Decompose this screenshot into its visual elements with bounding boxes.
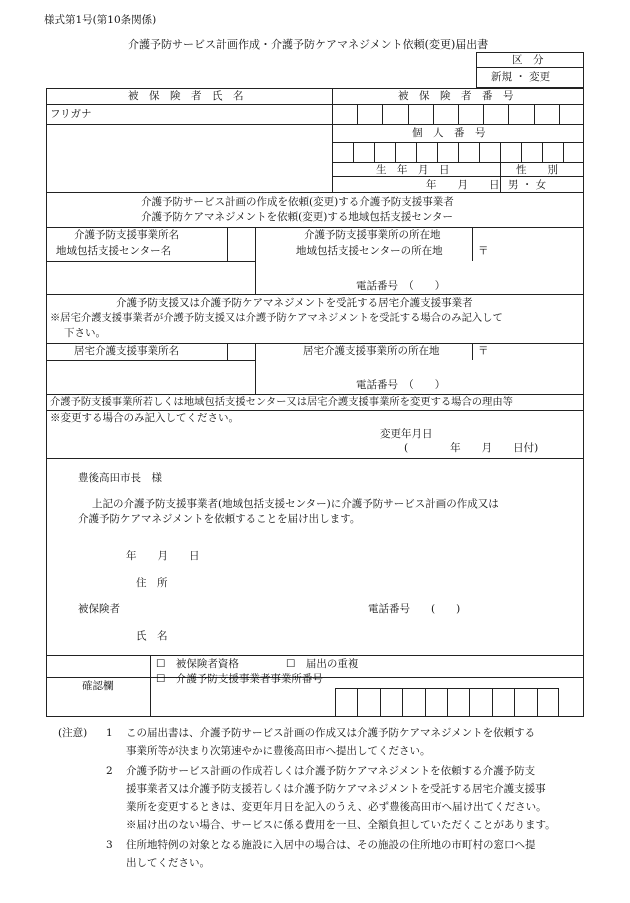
check-insured-qualification[interactable]: ☐ 被保険者資格 (156, 658, 239, 670)
change-date-label: 変更年月日 (380, 428, 433, 440)
notes-label: (注意) (58, 727, 88, 739)
insured-number-cell-divider (559, 104, 560, 124)
gender-field[interactable]: 男 ・ 女 (508, 179, 547, 191)
personal-number-cell-divider (458, 142, 459, 162)
personal-number-cell-divider (353, 142, 354, 162)
office-number-cell-divider (447, 688, 448, 717)
birth-date-field[interactable]: 年 月 日 (426, 179, 500, 191)
declaration-name-label: 氏 名 (136, 630, 168, 642)
declaration-insured-label: 被保険者 (78, 603, 120, 615)
prevention-name-label-2: 地域包括支援センター名 (56, 245, 172, 257)
homecare-address-field[interactable] (258, 362, 582, 377)
insured-number-cell-divider (382, 104, 383, 124)
change-date-field[interactable]: ( 年 月 日付) (404, 442, 539, 454)
addressee: 豊後高田市長 様 (78, 472, 162, 484)
birth-label: 生 年 月 日 (376, 164, 450, 176)
insured-number-label: 被 保 険 者 番 号 (398, 90, 514, 102)
insured-number-cell-divider (458, 104, 459, 124)
change-reason-note: ※変更する場合のみ記入してください。 (50, 412, 239, 424)
homecare-heading: 介護予防支援又は介護予防ケアマネジメントを受託する居宅介護支援事業者 (116, 297, 473, 309)
office-number-cell-divider (425, 688, 426, 717)
prevention-addr-label-2: 地域包括支援センターの所在地 (296, 245, 443, 257)
homecare-note-2: 下さい。 (64, 327, 106, 339)
insured-number-cell-divider (408, 104, 409, 124)
note-2-number: 2 (106, 765, 113, 777)
office-number-cell-divider (380, 688, 381, 717)
note-1-line-2: 事業所等が決まり次第速やかに豊後高田市へ提出してください。 (126, 745, 431, 757)
homecare-phone-label[interactable]: 電話番号 （ ） (356, 379, 446, 391)
prevention-postal-mark: 〒 (478, 245, 489, 257)
office-number-cell-divider (357, 688, 358, 717)
office-number-cell-divider (469, 688, 470, 717)
gender-label: 性 別 (516, 164, 558, 176)
prevention-addr-label-1: 介護予防支援事業所の所在地 (304, 229, 441, 241)
personal-number-cell-divider (416, 142, 417, 162)
office-number-cell-divider (537, 688, 538, 717)
homecare-note-1: ※居宅介護支援事業者が介護予防支援又は介護予防ケアマネジメントを受託する場合のみ記入して (50, 312, 503, 324)
personal-number-cell-divider (542, 142, 543, 162)
note-2-line-4: ※届け出のない場合、サービスに係る費用を一旦、全額負担していただくことがあります。 (126, 819, 556, 831)
insured-name-field[interactable] (90, 126, 330, 190)
prevention-heading-1: 介護予防サービス計画の作成を依頼(変更)する介護予防支援事業者 (141, 196, 454, 208)
note-3-number: 3 (106, 839, 113, 851)
check-office-number[interactable]: ☐ 介護予防支援事業者事業所番号 (156, 673, 323, 685)
note-1-line-1: この届出書は、介護予防サービス計画の作成又は介護予防ケアマネジメントを依頼する (126, 727, 536, 739)
personal-number-cell-divider (395, 142, 396, 162)
office-number-cell-divider (402, 688, 403, 717)
prevention-phone-label[interactable]: 電話番号 （ ） (356, 280, 446, 292)
declaration-body-1: 上記の介護予防支援事業者(地域包括支援センター)に介護予防サービス計画の作成又は (92, 498, 499, 510)
personal-number-cell-divider (479, 142, 480, 162)
declaration-phone-label[interactable]: 電話番号 ( ) (368, 603, 461, 615)
office-number-cell-divider (492, 688, 493, 717)
personal-number-cell-divider (374, 142, 375, 162)
homecare-name-field[interactable] (48, 362, 253, 392)
insured-number-cell-divider (433, 104, 434, 124)
note-2-line-2: 援事業者又は介護予防支援若しくは介護予防ケアマネジメントを受託する居宅介護支援事 (126, 783, 546, 795)
office-number-cell-divider (514, 688, 515, 717)
note-3-line-1: 住所地特例の対象となる施設に入居中の場合は、その施設の住所地の市町村の窓口へ提 (126, 839, 536, 851)
kubun-label: 区 分 (512, 54, 544, 66)
insured-number-cell-divider (534, 104, 535, 124)
insured-number-cell-divider (483, 104, 484, 124)
declaration-date-field[interactable]: 年 月 日 (126, 550, 200, 562)
personal-number-cell-divider (500, 142, 501, 162)
form-number: 様式第1号(第10条関係) (44, 14, 157, 26)
furigana-label: フリガナ (50, 108, 92, 120)
prevention-name-field[interactable] (48, 263, 253, 292)
homecare-postal-mark: 〒 (478, 345, 489, 357)
personal-number-cell-divider (521, 142, 522, 162)
insured-name-label: 被 保 険 者 氏 名 (128, 90, 244, 102)
homecare-name-label: 居宅介護支援事業所名 (74, 345, 179, 357)
prevention-name-label-1: 介護予防支援事業所名 (74, 229, 179, 241)
note-3-line-2: 出してください。 (126, 857, 210, 869)
confirmation-label: 確認欄 (82, 680, 114, 692)
personal-number-label: 個 人 番 号 (412, 127, 486, 139)
check-duplicate-filing[interactable]: ☐ 届出の重複 (286, 658, 359, 670)
note-2-line-3: 業所を変更するときは、変更年月日を記入のうえ、必ず豊後高田市へ届け出てください。 (126, 801, 547, 813)
prevention-address-field[interactable] (258, 263, 582, 279)
insured-number-cell-divider (357, 104, 358, 124)
change-reason-field[interactable] (48, 426, 368, 454)
personal-number-cell-divider (437, 142, 438, 162)
personal-number-cell-divider (563, 142, 564, 162)
prevention-heading-2: 介護予防ケアマネジメントを依頼(変更)する地域包括支援センター (141, 211, 453, 223)
insured-number-cell-divider (508, 104, 509, 124)
note-2-line-1: 介護予防サービス計画の作成若しくは介護予防ケアマネジメントを依頼する介護予防支 (126, 765, 536, 777)
declaration-body-2: 介護予防ケアマネジメントを依頼することを届け出します。 (78, 513, 361, 525)
note-1-number: 1 (106, 727, 113, 739)
change-reason-heading: 介護予防支援事業所若しくは地域包括支援センター又は居宅介護支援事業所を変更する場合の理由等 (50, 396, 513, 408)
form-title: 介護予防サービス計画作成・介護予防ケアマネジメント依頼(変更)届出書 (128, 38, 489, 51)
kubun-options[interactable]: 新規 ・ 変更 (491, 71, 551, 83)
declaration-address-label: 住 所 (136, 577, 168, 589)
homecare-addr-label: 居宅介護支援事業所の所在地 (303, 345, 440, 357)
